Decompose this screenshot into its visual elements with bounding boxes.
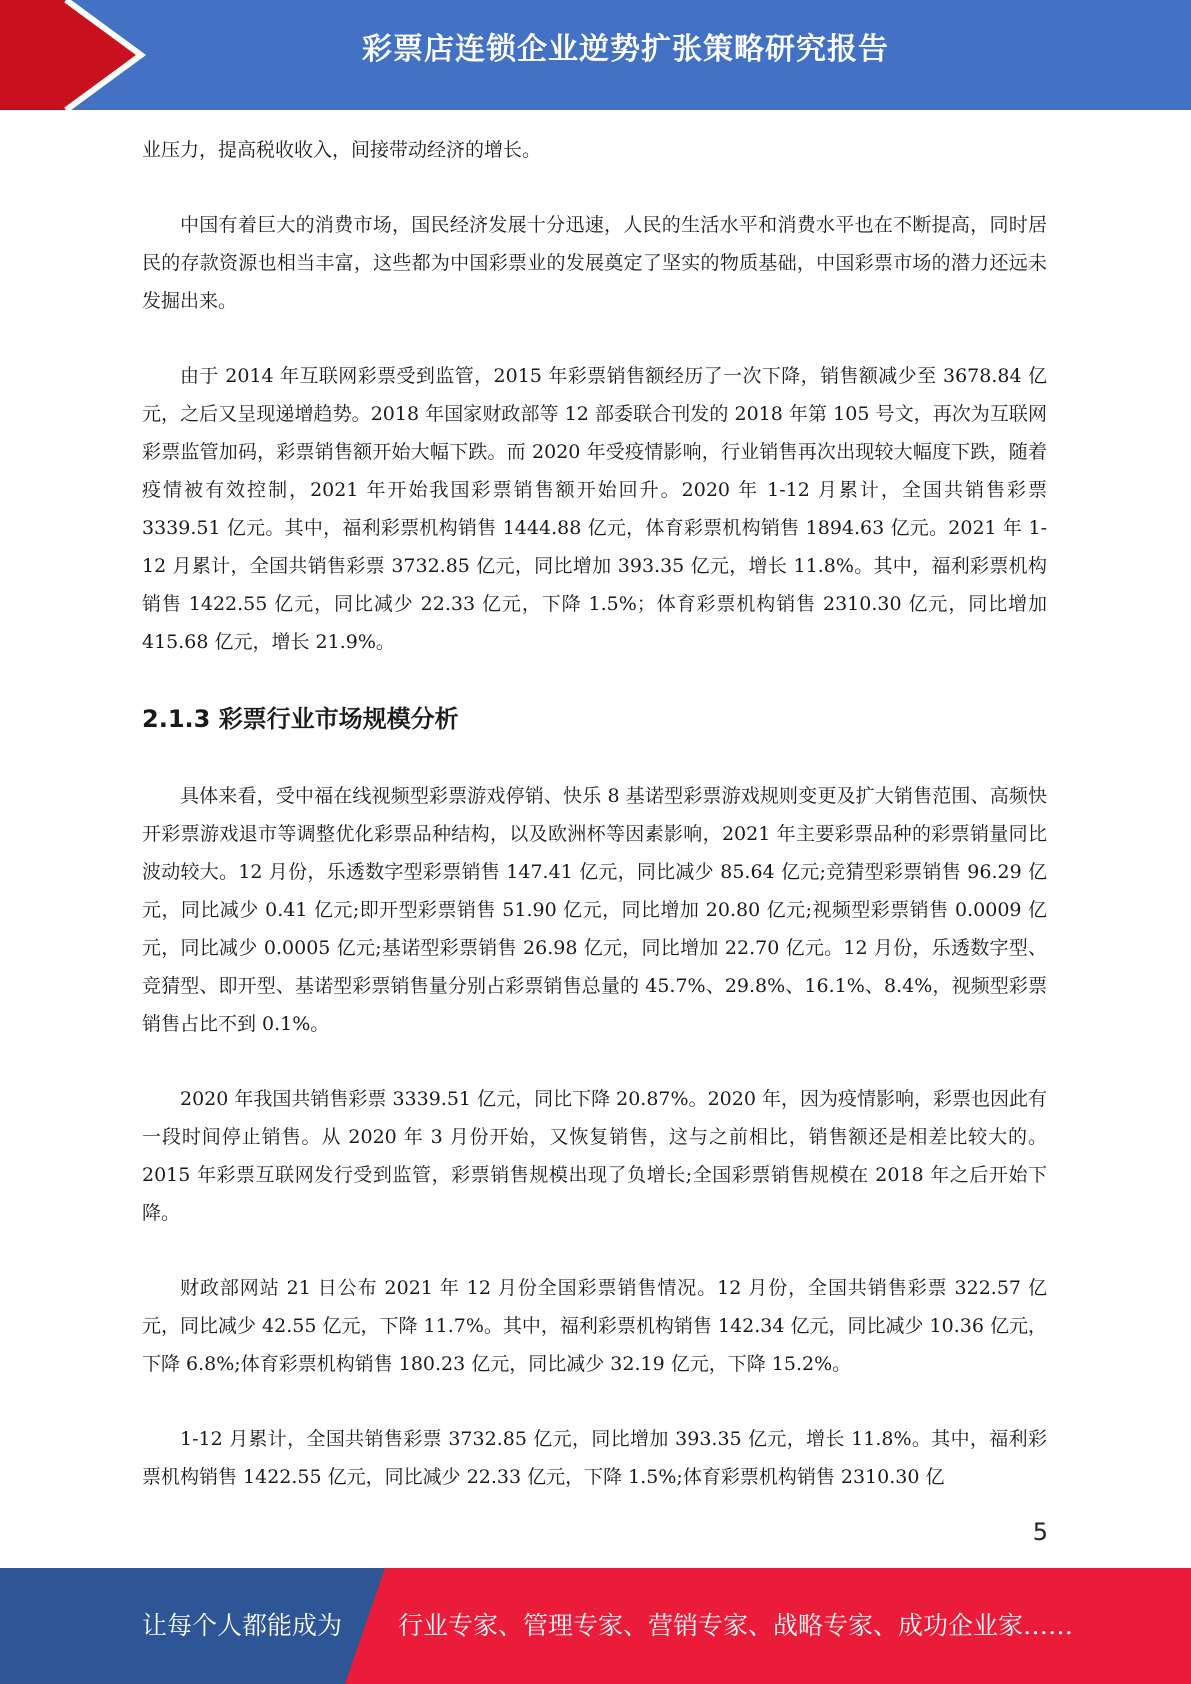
footer-slogan-left: 让每个人都能成为 — [142, 1611, 343, 1640]
document-body — [142, 131, 1047, 1496]
paragraph-4: 具体来看，受中福在线视频型彩票游戏停销、快乐 8 基诺型彩票游戏规则变更及扩大销售范围、高频快开彩票游戏退市等调整优化彩票品种结构，以及欧洲杯等因素影响，2021 年主要彩票品种的彩票销量同比波动较大。12 月份，乐透数字型彩票销售 147.41 亿元，同比减少 85.64 亿元;竞猜型彩票销售 96.29 亿元，同比减少 0.41 亿元;即开型彩票销售 51.90 亿元，同比增加 20.80 亿元;视频型彩票销售 0.0009 亿元，同比减少 0.0005 亿元;基诺型彩票销售 26.98 亿元，同比增加 22.70 亿元。12 月份，乐透数字型、竞猜型、即开型、基诺型彩票销售量分别占彩票销售总量的 45.7%、29.8%、16.1%、8.4%，视频型彩票销售占比不到 0.1%。 — [142, 785, 1047, 1035]
page-number: 5 — [1032, 1518, 1048, 1546]
report-title: 彩票店连锁企业逆势扩张策略研究报告 — [362, 32, 889, 67]
paragraph-2: 中国有着巨大的消费市场，国民经济发展十分迅速，人民的生活水平和消费水平也在不断提高，同时居民的存款资源也相当丰富，这些都为中国彩票业的发展奠定了坚实的物质基础，中国彩票市场的潜力还远未发掘出来。 — [142, 214, 1047, 312]
section-heading: 2.1.3 彩票行业市场规模分析 — [142, 705, 459, 733]
footer-slogan-right: 行业专家、管理专家、营销专家、战略专家、成功企业家…… — [398, 1611, 1074, 1640]
paragraph-6: 财政部网站 21 日公布 2021 年 12 月份全国彩票销售情况。12 月份，全国共销售彩票 322.57 亿元，同比减少 42.55 亿元，下降 11.7%。其中，福利彩票机构销售 142.34 亿元，同比减少 10.36 亿元，下降 6.8%;体育彩票机构销售 180.23 亿元，同比减少 32.19 亿元，下降 15.2%。 — [142, 1277, 1047, 1375]
paragraph-1: 业压力，提高税收收入，间接带动经济的增长。 — [142, 139, 542, 161]
page-header — [0, 0, 1191, 110]
paragraph-3: 由于 2014 年互联网彩票受到监管，2015 年彩票销售额经历了一次下降，销售额减少至 3678.84 亿元，之后又呈现递增趋势。2018 年国家财政部等 12 部委联合刊发的 2018 年第 105 号文，再次为互联网彩票监管加码，彩票销售额开始大幅下跌。而 2020 年受疫情影响，行业销售再次出现较大幅度下跌，随着疫情被有效控制，2021 年开始我国彩票销售额开始回升。2020 年 1-12 月累计，全国共销售彩票 3339.51 亿元。其中，福利彩票机构销售 1444.88 亿元，体育彩票机构销售 1894.63 亿元。2021 年 1-12 月累计，全国共销售彩票 3732.85 亿元，同比增加 393.35 亿元，增长 11.8%。其中，福利彩票机构销售 1422.55 亿元，同比减少 22.33 亿元，下降 1.5%；体育彩票机构销售 2310.30 亿元，同比增加 415.68 亿元，增长 21.9%。 — [142, 365, 1047, 653]
page-footer — [0, 1568, 1191, 1684]
paragraph-7: 1-12 月累计，全国共销售彩票 3732.85 亿元，同比增加 393.35 亿元，增长 11.8%。其中，福利彩票机构销售 1422.55 亿元，同比减少 22.33 亿元，下降 1.5%;体育彩票机构销售 2310.30 亿 — [142, 1428, 1047, 1488]
paragraph-5: 2020 年我国共销售彩票 3339.51 亿元，同比下降 20.87%。2020 年，因为疫情影响，彩票也因此有一段时间停止销售。从 2020 年 3 月份开始，又恢复销售，这与之前相比，销售额还是相差比较大的。2015 年彩票互联网发行受到监管，彩票销售规模出现了负增长;全国彩票销售规模在 2018 年之后开始下降。 — [142, 1088, 1047, 1224]
